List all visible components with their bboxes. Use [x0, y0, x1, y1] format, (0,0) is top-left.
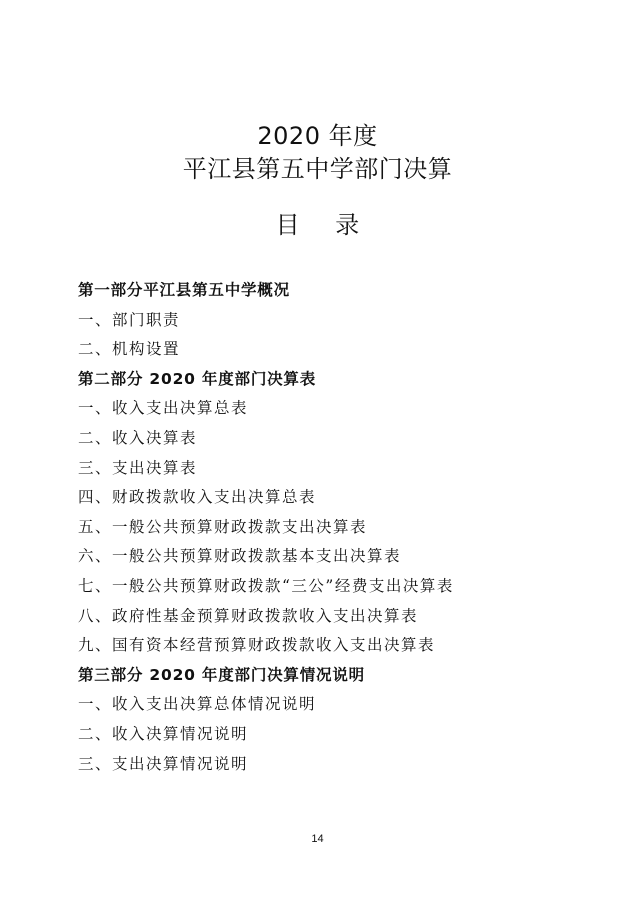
toc-item: 八、政府性基金预算财政拨款收入支出决算表: [78, 606, 419, 625]
toc-item: 六、一般公共预算财政拨款基本支出决算表: [78, 547, 402, 566]
toc-part-3: 第三部分 2020 年度部门决算情况说明: [78, 665, 365, 684]
toc-item: 五、一般公共预算财政拨款支出决算表: [78, 517, 368, 536]
toc-part-1: 第一部分平江县第五中学概况: [78, 281, 290, 299]
toc-heading: 目 录: [275, 211, 374, 239]
document-title-year: 2020 年度: [257, 122, 378, 150]
toc-item: 二、机构设置: [78, 340, 181, 359]
toc-item: 一、收入支出决算总体情况说明: [78, 695, 317, 714]
toc-item: 二、收入决算表: [78, 428, 198, 447]
toc-item: 二、收入决算情况说明: [78, 724, 249, 743]
toc-item: 一、收入支出决算总表: [78, 399, 249, 418]
document-title-name: 平江县第五中学部门决算: [182, 155, 453, 183]
toc-part-2: 第二部分 2020 年度部门决算表: [78, 369, 317, 388]
toc-item: 九、国有资本经营预算财政拨款收入支出决算表: [78, 636, 436, 655]
toc-item: 一、部门职责: [78, 310, 181, 329]
page-number: 14: [311, 833, 324, 845]
toc-item: 三、支出决算表: [78, 458, 198, 477]
table-of-contents: [78, 276, 598, 779]
toc-item: 三、支出决算情况说明: [78, 754, 249, 773]
toc-item: 四、财政拨款收入支出决算总表: [78, 488, 317, 507]
toc-item: 七、一般公共预算财政拨款“三公”经费支出决算表: [78, 576, 454, 595]
